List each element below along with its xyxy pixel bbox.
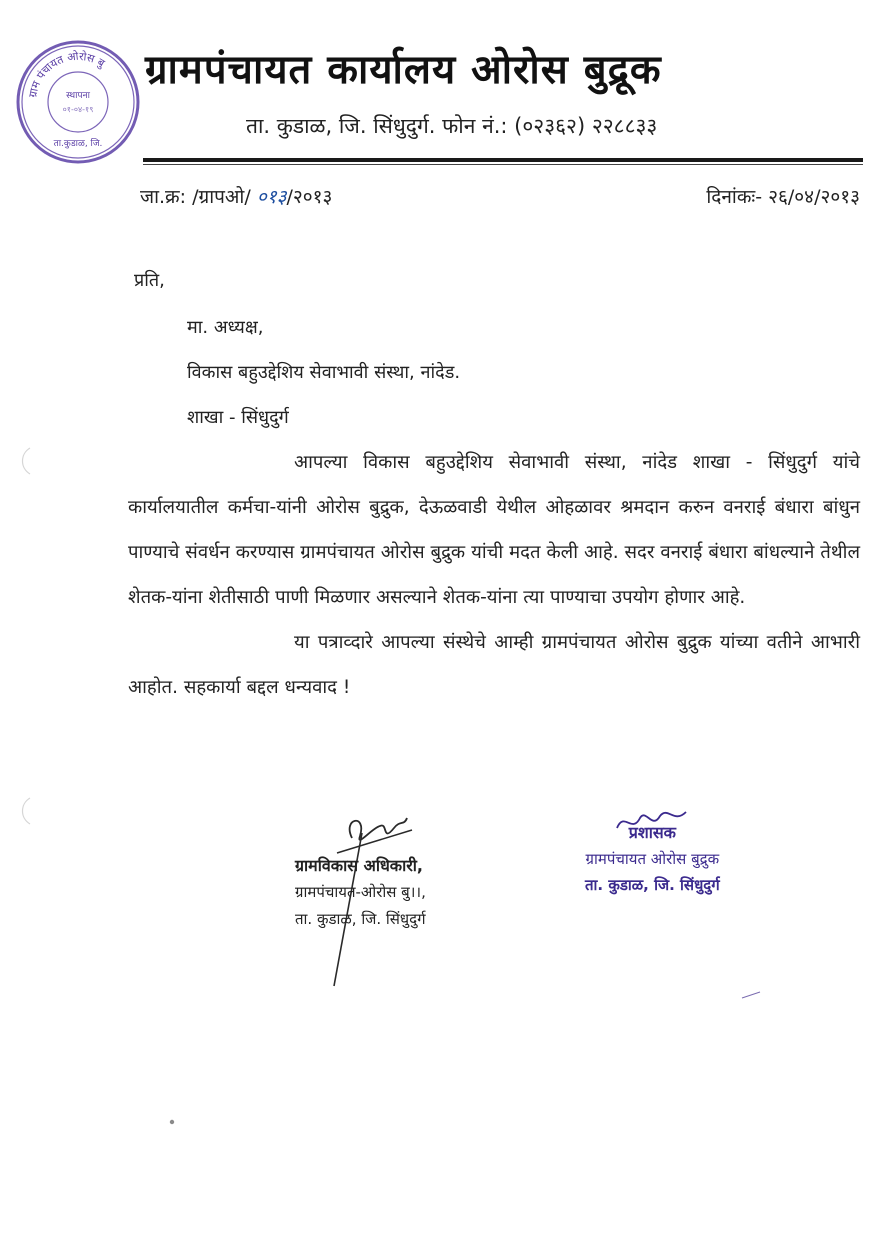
- letterhead-title: ग्रामपंचायत कार्यालय ओरोस बुद्रूक: [145, 47, 662, 93]
- reference-handwritten-number: ०१३: [256, 186, 287, 208]
- scan-stroke: [740, 990, 764, 1000]
- signatory-right-office: ग्रामपंचायत ओरोस बुद्रुक: [585, 850, 720, 868]
- signatory-right-stamp: [585, 820, 720, 898]
- signatory-left-title: ग्रामविकास अधिकारी,: [295, 856, 424, 875]
- reference-prefix: जा.क्र: /ग्रापओ/: [140, 186, 257, 208]
- scan-dot: [168, 1118, 176, 1126]
- body-paragraph-1: आपल्या विकास बहुउद्देशिय सेवाभावी संस्था, नांदेड शाखा - सिंधुदुर्ग यांचे कार्यालयातील कर्मचा-यांनी ओरोस बुद्रुक, देऊळवाडी येथील ओहळावर श्रमदान करुन वनराई बंधारा बांधुन पाण्याचे संवर्धन करण्यास ग्रामपंचायत ओरोस बुद्रुक यांची मदत केली आहे. सदर वनराई बंधारा बांधल्याने तेथील शेतक-यांना शेतीसाठी पाणी मिळणार असल्याने शेतक-यांना त्या पाण्याचा उपयोग होणार आहे.: [128, 452, 860, 608]
- reference-number: [140, 183, 332, 209]
- letterhead-subtitle: ता. कुडाळ, जि. सिंधुदुर्ग. फोन नं.: (०२३६२) २२८८३३: [246, 114, 658, 138]
- scan-mark: [18, 796, 32, 826]
- seal-ring-text: ग्राम पंचायत ओरोस बु: [26, 49, 107, 99]
- scan-mark: [18, 446, 32, 476]
- salutation-to: प्रति,: [134, 270, 165, 291]
- seal-middle-value: ०१-०४-१९: [62, 105, 94, 114]
- signatory-right-location: ता. कुडाळ, जि. सिंधुदुर्ग: [585, 876, 720, 894]
- reference-suffix: /२०१३: [286, 186, 333, 208]
- seal-middle-label: स्थापना: [66, 91, 90, 101]
- recipient-line-2: विकास बहुउद्देशिय सेवाभावी संस्था, नांदेड.: [187, 362, 461, 383]
- recipient-line-3: शाखा - सिंधुदुर्ग: [187, 407, 289, 428]
- seal-bottom-text: ता.कुडाळ, जि.: [53, 139, 103, 149]
- office-seal: [14, 38, 142, 166]
- signatory-left-office: ग्रामपंचायत-ओरोस बु।।,: [295, 883, 426, 901]
- body-paragraph-2: या पत्राव्दारे आपल्या संस्थेचे आम्ही ग्रामपंचायत ओरोस बुद्रुक यांच्या वतीने आभारी आहोत. सहकार्या बद्दल धन्यवाद !: [128, 632, 860, 698]
- signatory-left-location: ता. कुडाळ, जि. सिंधुदुर्ग: [295, 910, 426, 928]
- signatory-right-title: प्रशासक: [628, 823, 676, 842]
- letter-body: [128, 440, 860, 710]
- header-divider-thin: [143, 164, 863, 165]
- letter-date: दिनांकः- २६/०४/२०१३: [706, 186, 860, 208]
- signatory-left: [295, 852, 426, 933]
- header-divider: [143, 158, 863, 162]
- recipient-line-1: मा. अध्यक्ष,: [187, 317, 264, 338]
